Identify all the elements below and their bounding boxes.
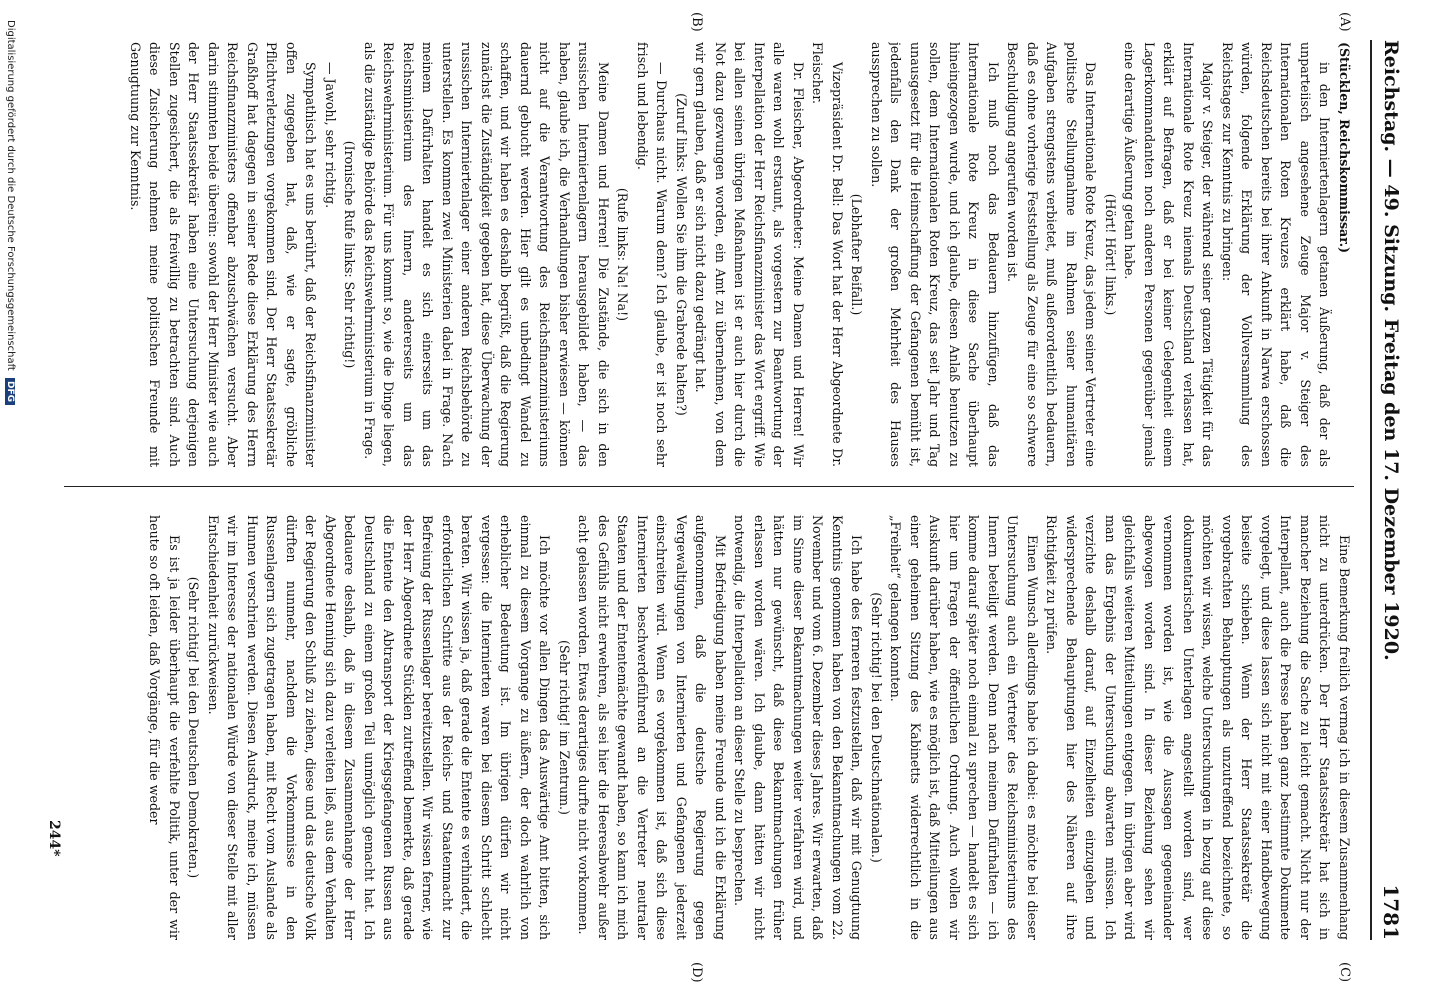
- text-paragraph: Sympathisch hat es uns berührt, daß der Reichsfinanzminister offen zugegeben hat, daß, wie er sagte, gröbliche Pflichtverletzungen vorgekommen sind. Der Herr Staatssekretär Graßhoff hat dagegen in seiner Rede diese Erklärung des Herrn Reichsfinanzministers offenbar abzuschwächen versucht. Aber darin stimmten beide überein: sowohl der Herr Minister wie auch der Herr Staatssekretär haben eine Untersuchung derjenigen Stellen zugesichert, die als freiwillig zu betrachten sind. Auch diese Zusicherung nehmen meine politischen Freunde mit Genugtuung zur Kenntnis.: [128, 42, 319, 467]
- signature-mark: 244*: [46, 820, 62, 857]
- remark-paragraph: (Sehr richtig! im Zentrum.): [557, 640, 572, 815]
- header-title: Reichstag. — 49. Sitzung. Freitag den 17. Dezember 1920.: [1380, 40, 1402, 661]
- text-paragraph: Eine Bemerkung freilich vermag ich in diesem Zusammenhang nicht zu unterdrücken. Der Herr Staatssekretär hat sich in mancher Beziehung die Sache zu leicht gemacht. Nicht nur der Interpellant, auch die Presse haben ganz bestimmte Dokumente vorgelegt, und diese lassen sich nicht mit einer Handbewegung beiseite schieben. Wenn der Herr Staatssekretär die vorgebrachten Behauptungen als unzutreffend bezeichnete, so möchten wir wissen, welche Untersuchungen in bezug auf diese dokumentarischen Unterlagen angestellt worden sind, wer vernommen worden ist, wie die Aussagen gegeneinander abgewogen worden sind. In dieser Beziehung sehen wir gleichfalls weiteren Mitteilungen entgegen. Im übrigen aber wird man das Ergebnis der Untersuchung abwarten müssen. Ich verzichte deshalb darauf, auf Einzelheiten einzugehen und widersprechende Behauptungen hier des Näheren auf ihre Richtigkeit zu prüfen.: [1044, 515, 1352, 940]
- remark-paragraph: (Zuruf links: Wollen Sie ihm die Grabrede halten?): [674, 93, 689, 416]
- remark-paragraph: (Rufe links: Na! Na!): [615, 187, 631, 322]
- header-divider: [1370, 40, 1372, 940]
- remark-paragraph: (Sehr richtig! bei den Deutschen Demokraten.): [186, 576, 202, 879]
- margin-marker-d: (D): [689, 962, 704, 983]
- text-paragraph: — Durchaus nicht. Warum denn? Ich glaube, er ist noch sehr frisch und lebendig.: [635, 42, 670, 467]
- text-paragraph: Das Internationale Rote Kreuz, das jedem seiner Vertreter eine politische Stellungnahme im Rahmen seiner humanitären Aufgaben strengstens verbietet, muß außerordentlich bedauern, daß es ohne vorherige Feststellung als Zeuge für eine so schwere Beschuldigung angerufen worden ist.: [1005, 42, 1099, 467]
- text-paragraph: — Jawohl, sehr richtig.: [323, 62, 338, 209]
- text-paragraph: Mit Befriedigung haben meine Freunde und ich die Erklärung aufgenommen, daß die deutsche Regierung gegen Vergewaltigungen von Internierten und Gefangenen jederzeit einschreiten wird. Wenn es vorgekommen ist, daß sich diese Internierten beschwerdeführend an die Vertreter neutraler Staaten und der Ententemächte gewandt haben, so kann ich mich des Gefühls nicht erwehren, als sei hier die Heeresabwehr außer acht gelassen worden. Etwas derartiges durfte nicht vorkommen.: [576, 515, 728, 940]
- text-paragraph: Ich muß noch das Bedauern hinzufügen, daß das Internationale Rote Kreuz in diese Sache überhaupt hineingezogen wurde, und ich glaube, diesen Anlaß benutzen zu sollen, dem Internationalen Roten Kreuz, das seit Jahr und Tag unausgesetzt für die Heimschaffung der Gefangenen bemüht ist, jedenfalls den Dank der großen Mehrheit des Hauses aussprechen zu sollen.: [869, 42, 1001, 467]
- remark-paragraph: (Lebhafter Beifall.): [849, 193, 865, 316]
- text-paragraph: (Stücklen, Reichskommissar.): [1337, 42, 1352, 254]
- text-paragraph: Vizepräsident Dr. Bell: Das Wort hat der Herr Abgeordnete Dr. Fleischer.: [810, 42, 845, 467]
- text-paragraph: Dr. Fleischer, Abgeordneter: Meine Damen und Herren! Wir alle waren wohl erstaunt, als vorgestern zur Beantwortung der Interpellation der Herr Reichsfinanzminister das Wort ergriff. Wie bei allen seinen übrigen Maßnahmen ist er auch hier durch die Not dazu gezwungen worden, ein Amt zu übernehmen, von dem wir gern glauben, daß er sich nicht dazu gedrängt hat.: [693, 42, 806, 467]
- text-paragraph: in den Interniertenlagern getanen Äußerung, daß der als unparteiisch angesehene Zeuge Major v. Steiger des Internationalen Roten Kreuzes erklärt habe, daß die Reichsdeutschen bereits bei ihrer Ankunft in Narwa erschossen würden, folgende Erklärung der Vollversammlung des Reichstages zur Kenntnis zu bringen:: [1220, 42, 1333, 467]
- margin-marker-b: (B): [689, 12, 704, 32]
- text-paragraph: Ich möchte vor allen Dingen das Auswärtige Amt bitten, sich einmal zu diesem Vorgange zu äußern, der doch wahrlich von erheblicher Bedeutung ist. Im übrigen dürfen wir nicht vergessen: die Internierten waren bei diesem Schritt schlecht beraten. Wir wissen ja, daß gerade die Entente es verhindert, die erforderlichen Schritte aus der Reichs- und Staatenmacht zur Befreiung der Russenlager bereitzustellen. Wir wissen ferner, wie der Herr Abgeordnete Stücklen zutreffend bemerkte, daß gerade die Entente den Abtransport der Kriegsgefangenen Russen aus Deutschland zu einem großen Teil unmöglich gemacht hat. Ich bedauere deshalb, daß in diesem Zusammenhange der Herr Abgeordnete Henning sich dazu verleiten ließ, aus dem Verhalten der Regierung den Schluß zu ziehen, diese und das deutsche Volk dürften nunmehr, nachdem die Vorkommnisse in den Russenlagern sich zugetragen haben, mit Recht vom Auslande als Hunnen verschrien werden. Diesen Ausdruck, meine ich, müssen wir im Interesse der nationalen Würde von dieser Stelle mit aller Entschiedenheit zurückweisen.: [206, 515, 553, 940]
- margin-marker-a: (A): [1337, 12, 1352, 32]
- left-column: [64, 42, 1354, 467]
- dfg-logo: DFG: [5, 378, 15, 405]
- right-column: [64, 515, 1354, 940]
- text-paragraph: Major v. Steiger, der während seiner ganzen Tätigkeit für das Internationale Rote Kreuz niemals Deutschland verlassen hat, erklärt auf Befragen, daß er bei keiner Gelegenheit einem Lagerkommandanten noch anderen Personen gegenüber jemals eine derartige Äußerung getan habe.: [1122, 42, 1216, 467]
- page-number: 1781: [1379, 884, 1403, 940]
- digitization-note: [5, 20, 16, 1000]
- digitization-text: Digitalisierung gefördert durch die Deutsche Forschungsgemeinschaft: [5, 20, 16, 371]
- remark-paragraph: (Hört! Hört! links.): [1103, 193, 1118, 316]
- text-paragraph: Ich habe des ferneren festzustellen, daß wir mit Genugtuung Kenntnis genommen haben von den Bekanntmachungen vom 22. November und vom 6. Dezember dieses Jahres. Wir erwarten, daß im Sinne dieser Bekanntmachungen weiter verfahren wird, und hätten nur gewünscht, daß diese Bekanntmachungen früher erlassen worden wären. Ich glaube, dann hätten wir nicht notwendig, die Interpellation an dieser Stelle zu besprechen.: [732, 515, 865, 940]
- margin-marker-c: (C): [1337, 962, 1352, 983]
- text-paragraph: Es ist ja leider überhaupt die verfehlte Politik, unter der wir heute so oft leiden, daß Vorgänge, für die weder: [147, 515, 182, 940]
- remark-paragraph: (Ironische Rufe links: Sehr richtig!): [342, 140, 358, 369]
- page-header: [1376, 40, 1406, 940]
- column-divider: [64, 486, 1354, 487]
- text-paragraph: Einen Wunsch allerdings habe ich dabei: es möchte bei dieser Untersuchung auch ein Vertreter des Reichsministeriums des Innern beteiligt werden. Denn nach meinem Dafürhalten — ich komme darauf später noch einmal zu sprechen — handelt es sich hier um Fragen der öffentlichen Ordnung. Auch wollen wir Auskunft darüber haben, wie es möglich ist, daß Mitteilungen aus einer geheimen Sitzung des Kabinetts widerrechtlich in die „Freiheit“ gelangen konnten.: [888, 515, 1040, 940]
- remark-paragraph: (Sehr richtig! bei den Deutschnationalen.): [869, 592, 884, 863]
- text-paragraph: Meine Damen und Herren! Die Zustände, die sich in den russischen Interniertenlagern herausgebildet haben, — das haben, glaube ich, die Verhandlungen bisher erwiesen — können nicht auf die Verantwortung des Reichsfinanzministeriums dauernd gebucht werden. Hier gilt es unbedingt Wandel zu schaffen, und wir haben es deshalb begrüßt, daß die Regierung zunächst die Zuständigkeit gegeben hat, diese Überwachung der russischen Interniertenlager einer anderen Reichsbehörde zu unterstellen. Es kommen zwei Ministerien dabei in Frage. Nach meinem Dafürhalten handelt es sich einerseits um das Reichsministerium des Innern, andererseits um das Reichswehrministerium. Für uns kommt so, wie die Dinge liegen, als die zuständige Behörde das Reichswehrministerium in Frage.: [362, 42, 611, 467]
